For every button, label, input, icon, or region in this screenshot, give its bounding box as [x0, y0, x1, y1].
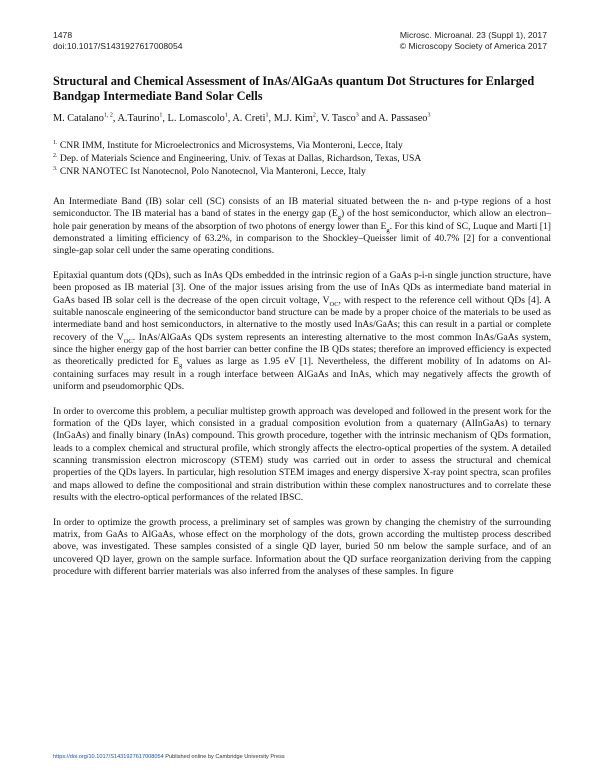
page-number: 1478 — [53, 30, 73, 40]
affiliation: $^{2.}$ Dep. of Materials Science and Engineering, Univ. of Texas at Dallas, Richardson, Texas, USA — [53, 152, 422, 164]
affiliation: $^{3.}$ CNR NANOTEC Ist Nanotecnol, Polo Nanotecnol, Via Manteroni, Lecce, Italy — [53, 165, 366, 177]
body-text — [53, 196, 551, 591]
author: A. Passaseo$^3$ — [378, 112, 431, 124]
paragraph-2: Epitaxial quantum dots (QDs), such as InAs QDs embedded in the intrinsic region of a GaAs p-i-n single junction structure, have been proposed as IB material [3]. One of the major issues arising from the use of InAs QDs as intermediate band material in GaAs based IB solar cell is the decrease of the open circuit voltage, $V_{OC}$, with respect to the reference cell without QDs [4]. A suitable nanoscale engineering of the semiconductor band structure can be made by a proper choice of the materials to be used as intermediate band and host semiconductors, in alternative to the mostly used InAs/GaAs; this can result in a partial or complete recovery of the $V_{OC}$. InAs/AlGaAs QDs system represents an interesting alternative to the most common InAs/GaAs system, since the higher energy gap of the host barrier can better confine the IB QDs states; therefore an improved efficiency is expected as theoretically predicted for $E_g$ values as large as 1.95 eV [1]. Nevertheless, the different mobility of In adatoms on Al-containing surfaces may result in a rough interface between AlGaAs and InAs, which may negatively affects the growth of uniform and pseudomorphic QDs. — [53, 270, 552, 393]
journal-citation: Microsc. Microanal. 23 (Suppl 1), 2017 — [399, 30, 547, 40]
copyright: © Microscopy Society of America 2017 — [399, 40, 547, 51]
author: M. Catalano$^{1, 2}$, — [53, 112, 118, 124]
author: A.Taurino$^1$, — [117, 112, 168, 124]
page-footer — [53, 754, 553, 760]
paragraph-4: In order to optimize the growth process, a preliminary set of samples was grown by changing the chemistry of the surrounding matrix, from GaAs to AlGaAs, whose effect on the morphology of the dots, grown according the multistep process described above, was investigated. These samples consisted of a single QD layer, buried 50 nm below the sample surface, and of an uncovered QD layer, grown on the sample surface. Information about the QD surface reorganization deriving from the capping procedure with different barrier materials was also inferred from the analyses of these samples. In figure — [53, 516, 551, 578]
paragraph-3: In order to overcome this problem, a peculiar multistep growth approach was developed and followed in the present work for the formation of the QDs layer, which consisted in a gradual composition evolution from a quaternary (AlInGaAs) to ternary (InGaAs) and finally binary (InAs) compound. This growth procedure, together with the intrinsic mechanism of QDs formation, leads to a complex chemical and structural profile, which strongly affects the electro-optical properties of the system. A detailed scanning transmission electron microscopy (STEM) study was carried out in order to assess the structural and chemical properties of the QDs layers. In particular, high resolution STEM images and energy dispersive X-ray point spectra, scan profiles and maps allowed to define the compositional and strain distribution within these complex nanostructures and to correlate these results with the electro-optical performances of the related IBSC. — [53, 405, 551, 504]
author-list — [53, 112, 553, 125]
doi: doi:10.1017/S1431927617008054 — [53, 40, 183, 51]
author: V. Tasco$^3$ and — [320, 112, 379, 124]
author: L. Lomascolo$^1$, — [167, 112, 233, 124]
affiliation: $^{1.}$ CNR IMM, Institute for Microelectronics and Microsystems, Via Monteroni, Lecce, Italy — [53, 139, 403, 151]
page-header-right — [400, 30, 547, 51]
doi-link[interactable]: https://doi.org/10.1017/S1431927617008054 — [53, 754, 164, 760]
author: A. Creti$^1$, — [232, 112, 274, 124]
affiliation-list — [53, 139, 553, 178]
paper-title: Structural and Chemical Assessment of InAs/AlGaAs quantum Dot Structures for Enlarged Bandgap Intermediate Band Solar Cells — [53, 74, 535, 103]
author: M.J. Kim$^2$, — [273, 112, 321, 124]
footer-text: Published online by Cambridge University Press — [163, 754, 285, 760]
paragraph-1: An Intermediate Band (IB) solar cell (SC) consists of an IB material situated between the n- and p-type regions of a host semiconductor. The IB material has a band of states in the energy gap $(E_g)$ of the host semiconductor, which allow an electron–hole pair generation by means of the absorption of two photons of energy lower than $E_g$. For this kind of SC, Luque and Marti [1] demonstrated a limiting efficiency of 63.2%, in comparison to the Shockley–Queisser limit of 40.7% [2] for a conventional single-gap solar cell under the same operating conditions. — [53, 196, 551, 257]
page-header-left — [53, 30, 183, 51]
